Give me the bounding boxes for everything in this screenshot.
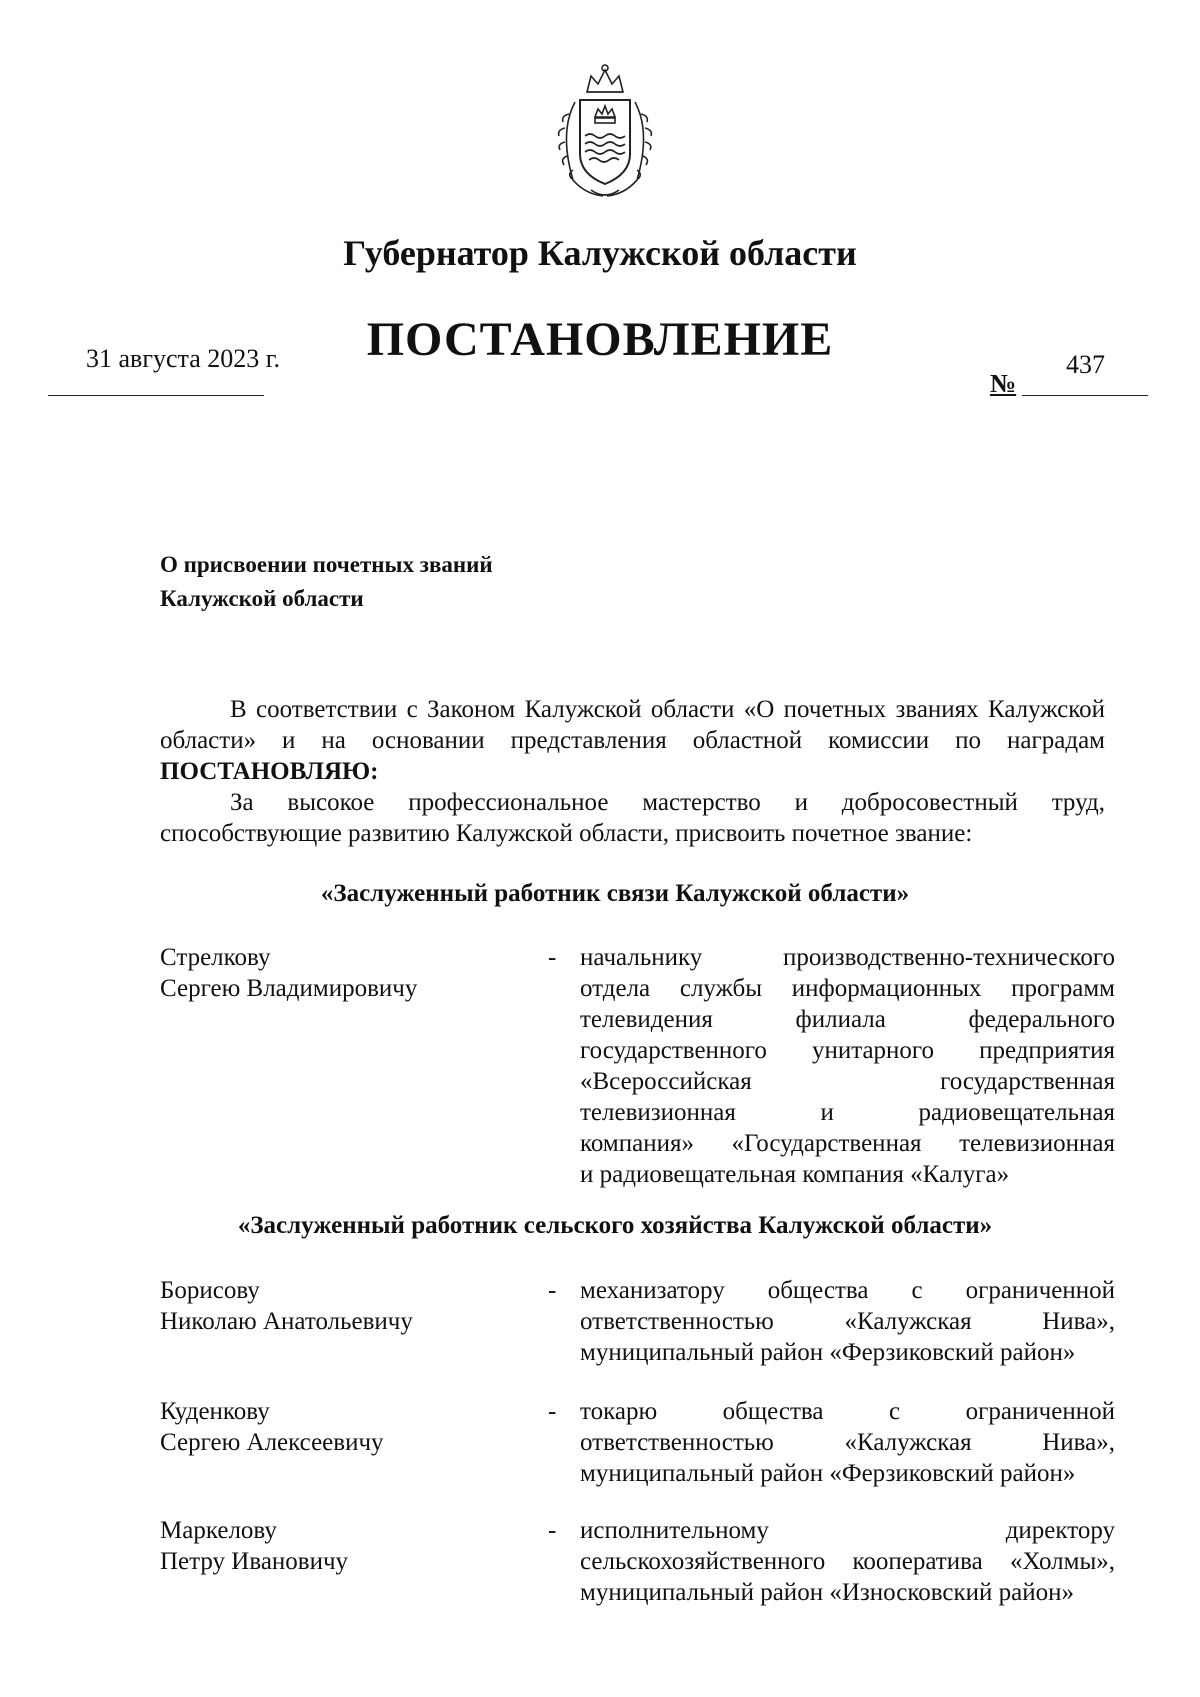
subject-line: О присвоении почетных званий bbox=[160, 552, 493, 577]
position-line: токарю общества с ограниченной bbox=[580, 1398, 1115, 1425]
entry-dash: - bbox=[548, 944, 557, 971]
recipient-position bbox=[580, 1275, 1115, 1337]
recipient-name bbox=[160, 942, 520, 1004]
recipient-surname: Маркелову bbox=[160, 1517, 277, 1544]
number-underline bbox=[1022, 395, 1148, 396]
recipient-given-names: Петру Ивановичу bbox=[160, 1548, 349, 1575]
preamble-text: В соответствии с Законом Калужской области «О почетных званиях Калужской области» и на основании представления областной комиссии по наградам bbox=[160, 696, 1105, 754]
document-number: 437 bbox=[1066, 350, 1105, 379]
subject-line: Калужской области bbox=[160, 586, 364, 611]
entry-dash: - bbox=[548, 1398, 557, 1425]
recipient-given-names: Сергею Алексеевичу bbox=[160, 1429, 384, 1456]
document-date: 31 августа 2023 г. bbox=[86, 344, 280, 373]
position-line: ответственностью «Калужская Нива», bbox=[580, 1308, 1115, 1335]
position-line-last: муниципальный район «Ферзиковский район» bbox=[580, 1460, 1076, 1487]
position-line: компания» «Государственная телевизионная bbox=[580, 1130, 1115, 1157]
recipient-surname: Борисову bbox=[160, 1277, 260, 1304]
position-line: телевидения филиала федерального bbox=[580, 1006, 1115, 1033]
document-subject bbox=[160, 548, 493, 616]
decree-word: ПОСТАНОВЛЯЮ: bbox=[160, 758, 379, 785]
position-line-last: муниципальный район «Износковский район» bbox=[580, 1579, 1074, 1606]
position-line: телевизионная и радиовещательная bbox=[580, 1099, 1115, 1126]
honorary-title-heading: «Заслуженный работник сельского хозяйства Калужской области» bbox=[237, 1212, 993, 1239]
entry-dash: - bbox=[548, 1517, 557, 1544]
document-type-title: ПОСТАНОВЛЕНИЕ bbox=[366, 313, 834, 366]
position-line-last: и радиовещательная компания «Калуга» bbox=[580, 1161, 1010, 1188]
recipient-surname: Куденкову bbox=[160, 1398, 270, 1425]
position-line: механизатору общества с ограниченной bbox=[580, 1277, 1115, 1304]
preamble-paragraph bbox=[160, 694, 1105, 787]
number-label: № bbox=[990, 369, 1017, 398]
position-line-last: муниципальный район «Ферзиковский район» bbox=[580, 1339, 1076, 1366]
recipient-name bbox=[160, 1396, 520, 1458]
honorary-title-heading: «Заслуженный работник связи Калужской области» bbox=[320, 880, 910, 907]
entry-dash: - bbox=[548, 1277, 557, 1304]
coat-of-arms-icon bbox=[545, 62, 665, 202]
position-line: «Всероссийская государственная bbox=[580, 1068, 1115, 1095]
recipient-surname: Стрелкову bbox=[160, 944, 271, 971]
position-line: исполнительному директору bbox=[580, 1517, 1115, 1544]
position-line: сельскохозяйственного кооператива «Холмы», bbox=[580, 1548, 1115, 1575]
clause-paragraph: За высокое профессиональное мастерство и добросовестный труд, способствующие развитию Калужской области, присвоить почетное звание: bbox=[160, 789, 1105, 847]
position-line: начальнику производственно-технического bbox=[580, 944, 1115, 971]
date-underline bbox=[48, 395, 264, 396]
position-line: ответственностью «Калужская Нива», bbox=[580, 1429, 1115, 1456]
recipient-position bbox=[580, 942, 1115, 1159]
recipient-position bbox=[580, 1396, 1115, 1458]
recipient-position bbox=[580, 1515, 1115, 1577]
recipient-given-names: Николаю Анатольевичу bbox=[160, 1308, 413, 1335]
position-line: отдела службы информационных программ bbox=[580, 975, 1115, 1002]
recipient-name bbox=[160, 1275, 520, 1337]
position-line: государственного унитарного предприятия bbox=[580, 1037, 1115, 1064]
recipient-name bbox=[160, 1515, 520, 1577]
coat-of-arms-emblem bbox=[545, 62, 665, 202]
issuer-title: Губернатор Калужской области bbox=[343, 233, 857, 273]
recipient-given-names: Сергею Владимировичу bbox=[160, 975, 418, 1002]
